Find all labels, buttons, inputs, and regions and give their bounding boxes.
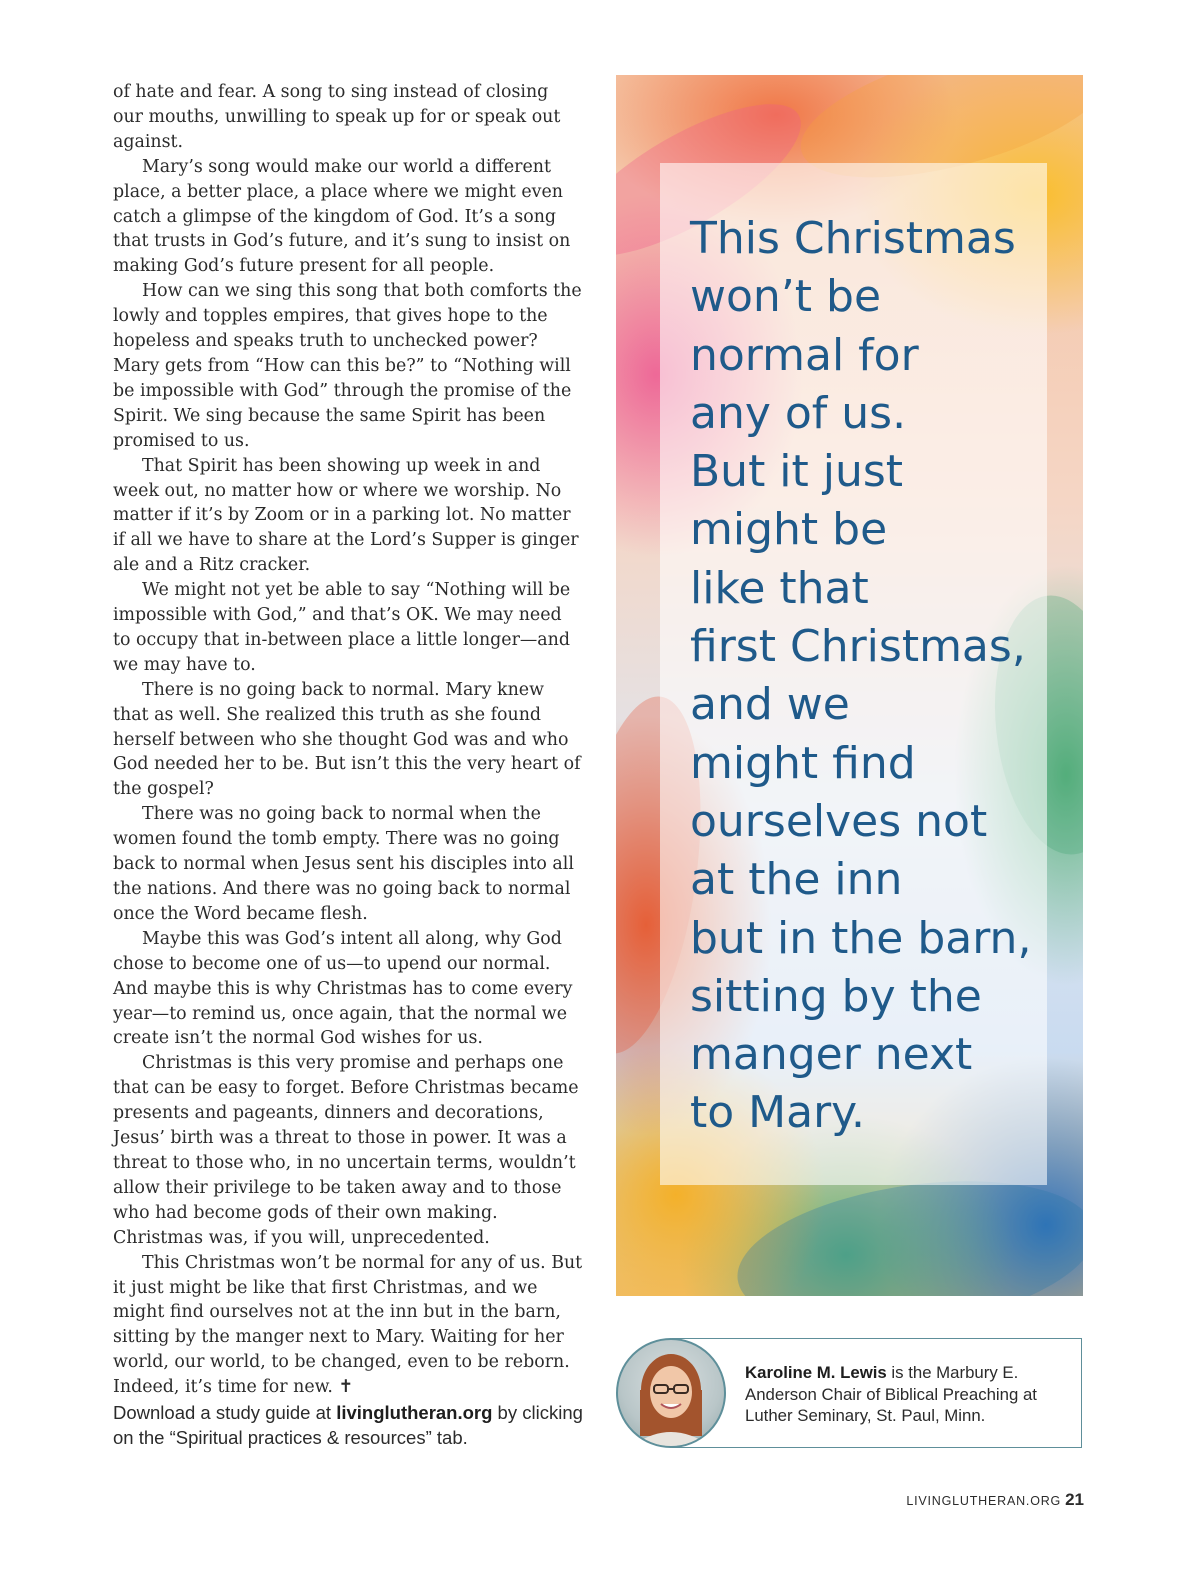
- page-folio: [906, 1490, 1084, 1510]
- watercolor-art-panel: [616, 75, 1083, 1296]
- author-portrait-icon: [618, 1340, 724, 1446]
- pull-quote-line: but in the barn,: [690, 912, 1032, 964]
- author-bio: [745, 1362, 1065, 1427]
- pull-quote-line: at the inn: [690, 854, 903, 906]
- page-number: 21: [1065, 1490, 1084, 1509]
- article-paragraph: of hate and fear. A song to sing instead of closing our mouths, unwilling to speak up for or speak out against.: [113, 82, 561, 152]
- pull-quote-line: This Christmas: [690, 213, 1016, 264]
- study-guide-suffix: by clicking on the “Spiritual practices & resources” tab.: [113, 1402, 583, 1448]
- folio-site: LIVINGLUTHERAN.ORG: [906, 1494, 1062, 1508]
- author-name: Karoline M. Lewis: [745, 1363, 887, 1382]
- article-paragraph: This Christmas won’t be normal for any of us. But it just might be like that first Christmas, and we might find ourselves not at the inn but in the barn, sitting by the manger next to Mary. Waiting for her world, our world, to be changed, even to be reborn. Indeed, it’s time for new. ✝: [113, 1252, 583, 1398]
- pull-quote-line: any of us.: [690, 387, 907, 439]
- article-paragraph: There was no going back to normal when the women found the tomb empty. There was no going back to normal when Jesus sent his disciples into all the nations. And there was no going back to normal once the Word became flesh.: [113, 804, 574, 924]
- pull-quote-line: sitting by the: [690, 970, 982, 1022]
- study-guide-prefix: Download a study guide at: [113, 1402, 337, 1423]
- pull-quote-line: ourselves not: [690, 795, 988, 847]
- article-body: [113, 80, 583, 1400]
- article-paragraph: How can we sing this song that both comforts the lowly and topples empires, that gives hope to the hopeless and speaks truth to unchecked power? Mary gets from “How can this be?” to “Nothing will be impossible with God” through the promise of the Spirit. We sing because the same Spirit has been promised to us.: [113, 281, 582, 451]
- article-paragraph: Christmas is this very promise and perhaps one that can be easy to forget. Before Christmas became presents and pageants, dinners and decorations, Jesus’ birth was a threat to those in power. It was a threat to those who, in no uncertain terms, wouldn’t allow their privilege to be taken away and to those who had become gods of their own making. Christmas was, if you will, unprecedented.: [113, 1053, 579, 1248]
- author-title: is the Marbury E. Anderson Chair of Biblical Preaching at Luther Seminary, St. Paul, Minn.: [745, 1363, 1037, 1425]
- study-guide-note: [113, 1400, 593, 1450]
- article-paragraph: We might not yet be able to say “Nothing will be impossible with God,” and that’s OK. We may need to occupy that in-between place a little longer—and we may have to.: [113, 580, 571, 675]
- article-paragraph: That Spirit has been showing up week in and week out, no matter how or where we worship. No matter if it’s by Zoom or in a parking lot. No matter if all we have to share at the Lord’s Supper is ginger ale and a Ritz cracker.: [113, 455, 579, 576]
- author-photo: [616, 1338, 726, 1448]
- pull-quote-line: and we: [690, 679, 850, 731]
- study-guide-link[interactable]: livinglutheran.org: [336, 1402, 493, 1423]
- pull-quote-line: normal for: [690, 329, 919, 381]
- article-paragraph: Maybe this was God’s intent all along, why God chose to become one of us—to upend our normal. And maybe this is why Christmas has to come every year—to remind us, once again, that the normal we create isn’t the normal God wishes for us.: [113, 928, 573, 1049]
- pull-quote-line: won’t be: [690, 271, 882, 323]
- pull-quote-line: like that: [690, 562, 869, 614]
- pull-quote-line: to Mary.: [690, 1087, 865, 1139]
- pull-quote-line: manger next: [690, 1029, 973, 1081]
- article-paragraph: Mary’s song would make our world a different place, a better place, a place where we might even catch a glimpse of the kingdom of God. It’s a song that trusts in God’s future, and it’s sung to insist on making God’s future present for all people.: [113, 156, 571, 277]
- pull-quote-line: might be: [690, 504, 888, 556]
- article-paragraph: There is no going back to normal. Mary knew that as well. She realized this truth as she found herself between who she thought God was and who God needed her to be. But isn’t this the very heart of the gospel?: [113, 679, 581, 800]
- pull-quote: [690, 210, 1070, 1143]
- pull-quote-line: first Christmas,: [690, 621, 1026, 673]
- pull-quote-line: But it just: [690, 446, 904, 498]
- pull-quote-line: might find: [690, 737, 916, 789]
